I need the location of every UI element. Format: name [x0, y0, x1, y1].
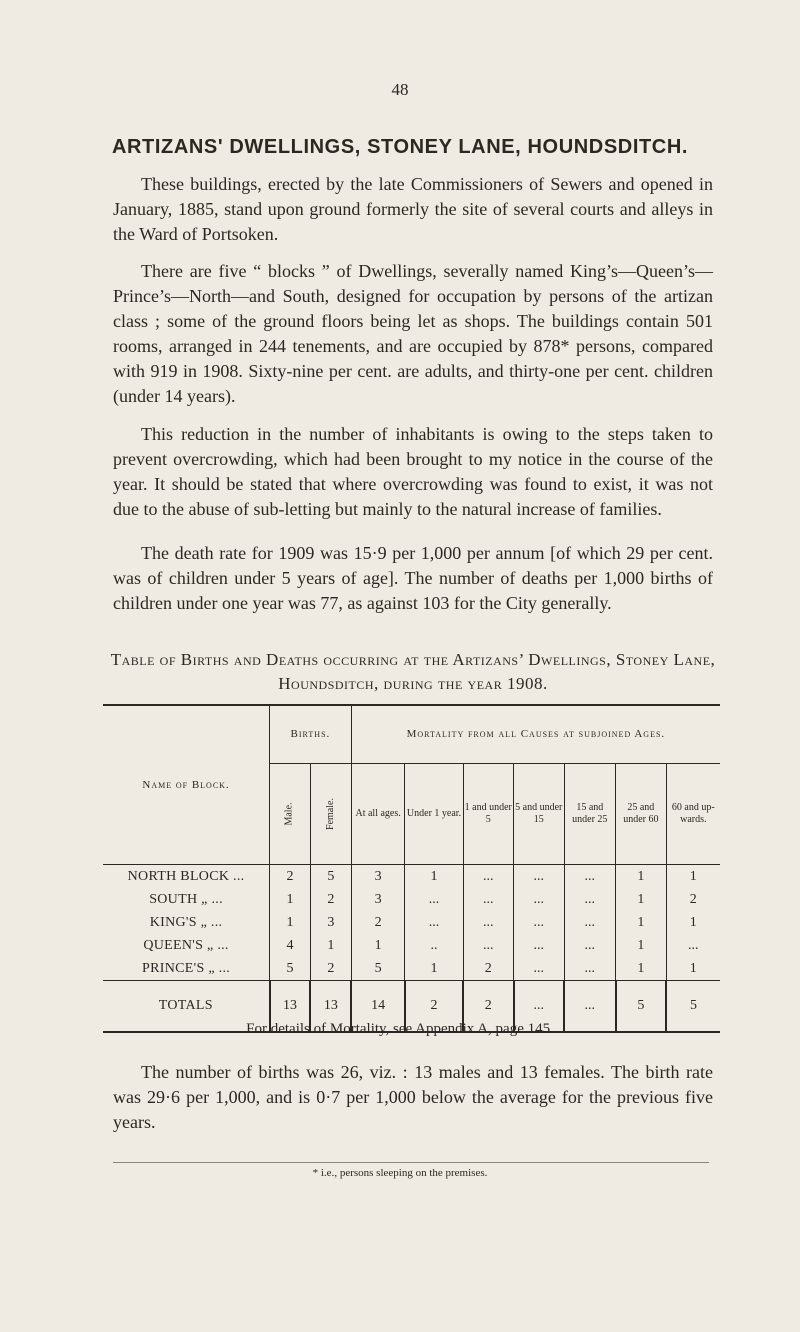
- table-cell: 1: [666, 957, 720, 981]
- table-cell: 13: [310, 981, 351, 1033]
- table-cell: 5: [351, 957, 405, 981]
- table-cell: 5: [616, 981, 667, 1033]
- header-male: Male.: [270, 764, 311, 865]
- table-cell: 14: [351, 981, 405, 1033]
- table-title: Table of Births and Deaths occurring at the Artizans’ Dwellings, Stoney Lane, Houndsditch, during the year 1908.: [110, 650, 716, 693]
- table-cell: 2: [310, 888, 351, 911]
- header-5-to-15: 5 and under 15: [514, 764, 565, 865]
- table-cell: ...: [514, 957, 565, 981]
- table-row: [103, 934, 720, 957]
- header-1-to-5: 1 and under 5: [463, 764, 514, 865]
- totals-label: TOTALS: [103, 981, 270, 1033]
- footnote-divider: [113, 1162, 709, 1163]
- table-cell: 2: [270, 865, 311, 889]
- table-cell: 13: [270, 981, 311, 1033]
- table-cell: 1: [666, 865, 720, 889]
- table-cell: 1: [616, 865, 667, 889]
- paragraph-blocks: There are five “ blocks ” of Dwellings, severally named King’s—Queen’s—Prince’s—North—and South, designed for occupation by persons of the artizan class ; some of the ground floors being let as shops. The buildings contain 501 rooms, arranged in 244 tenements, and are occupied by 878* persons, compared with 919 in 1908. Sixty-nine per cent. are adults, and thirty-one per cent. children (under 14 years).: [113, 261, 713, 406]
- table-cell: ...: [463, 888, 514, 911]
- page-title: ARTIZANS' DWELLINGS, STONEY LANE, HOUNDSDITCH.: [111, 136, 689, 158]
- header-under-1: Under 1 year.: [405, 764, 463, 865]
- table-cell: 2: [463, 957, 514, 981]
- header-25-to-60: 25 and under 60: [616, 764, 667, 865]
- table-cell: ...: [514, 934, 565, 957]
- table-cell: 1: [270, 911, 311, 934]
- table-cell: 4: [270, 934, 311, 957]
- table-cell: 1: [310, 934, 351, 957]
- header-births: Births.: [270, 705, 352, 764]
- footnote: * i.e., persons sleeping on the premises.: [312, 1167, 488, 1179]
- table-cell: ...: [514, 888, 565, 911]
- table-cell: 2: [463, 981, 514, 1033]
- header-block-name: Name of Block.: [103, 705, 270, 865]
- table-cell: 3: [310, 911, 351, 934]
- table-cell: ...: [405, 888, 463, 911]
- table-cell: ...: [564, 865, 616, 889]
- births-deaths-table: [103, 704, 720, 1033]
- table-cell: 2: [666, 888, 720, 911]
- table-cell: ...: [564, 911, 616, 934]
- table-cell: ...: [666, 934, 720, 957]
- table-cell: 1: [405, 865, 463, 889]
- table-cell: ...: [463, 934, 514, 957]
- table-cell: 1: [270, 888, 311, 911]
- table-row: [103, 888, 720, 911]
- header-female: Female.: [310, 764, 351, 865]
- table-cell: ...: [564, 888, 616, 911]
- table-cell: 1: [405, 957, 463, 981]
- paragraph-births: The number of births was 26, viz. : 13 males and 13 females. The birth rate was 29·6 per 1,000, and is 0·7 per 1,000 below the average for the previous five years.: [113, 1062, 713, 1132]
- table-cell: 5: [310, 865, 351, 889]
- paragraph-history: These buildings, erected by the late Commissioners of Sewers and opened in January, 1885, stand upon ground formerly the site of several courts and alleys in the Ward of Portsoken.: [113, 174, 713, 244]
- mortality-note: For details of Mortality, see Appendix A, page 145.: [246, 1021, 554, 1037]
- header-mortality: Mortality from all Causes at subjoined Ages.: [351, 705, 720, 764]
- table-cell: ...: [463, 865, 514, 889]
- table-cell: 2: [405, 981, 463, 1033]
- table-cell: ...: [463, 911, 514, 934]
- row-name: PRINCE'S „ ...: [142, 960, 231, 976]
- table-cell: 2: [351, 911, 405, 934]
- table-cell: 1: [616, 911, 667, 934]
- table-cell: ...: [514, 911, 565, 934]
- table-cell: ...: [564, 957, 616, 981]
- row-name: QUEEN'S „ ...: [143, 937, 229, 953]
- table-cell: ...: [564, 981, 616, 1033]
- table-cell: ...: [564, 934, 616, 957]
- paragraph-death-rate: The death rate for 1909 was 15·9 per 1,000 per annum [of which 29 per cent. was of children under 5 years of age]. The number of deaths per 1,000 births of children under one year was 77, as against 103 for the City generally.: [113, 543, 713, 613]
- table-cell: 1: [351, 934, 405, 957]
- table-cell: ...: [514, 865, 565, 889]
- row-name: SOUTH „ ...: [149, 891, 223, 907]
- table-cell: 3: [351, 865, 405, 889]
- table-cell: ...: [514, 981, 565, 1033]
- header-15-to-25: 15 and under 25: [564, 764, 616, 865]
- table-cell: ...: [405, 911, 463, 934]
- paragraph-overcrowding: This reduction in the number of inhabitants is owing to the steps taken to prevent overcrowding, which had been brought to my notice in the course of the year. It should be stated that where overcrowding was found to exist, it was not due to the abuse of sub-letting but mainly to the natural increase of families.: [113, 424, 713, 519]
- table-cell: 2: [310, 957, 351, 981]
- page-number: 48: [391, 80, 409, 99]
- table-cell: 1: [616, 934, 667, 957]
- header-all-ages: At all ages.: [351, 764, 405, 865]
- table-row: [103, 865, 720, 889]
- table-cell: 3: [351, 888, 405, 911]
- table-cell: ..: [405, 934, 463, 957]
- table-row: [103, 911, 720, 934]
- table-cell: 5: [270, 957, 311, 981]
- table-row: [103, 957, 720, 981]
- table-cell: 5: [666, 981, 720, 1033]
- table-cell: 1: [616, 888, 667, 911]
- table-cell: 1: [666, 911, 720, 934]
- header-60-upwards: 60 and up-wards.: [666, 764, 720, 865]
- table-cell: 1: [616, 957, 667, 981]
- row-name: KING'S „ ...: [149, 914, 223, 930]
- row-name: NORTH BLOCK ...: [127, 868, 245, 884]
